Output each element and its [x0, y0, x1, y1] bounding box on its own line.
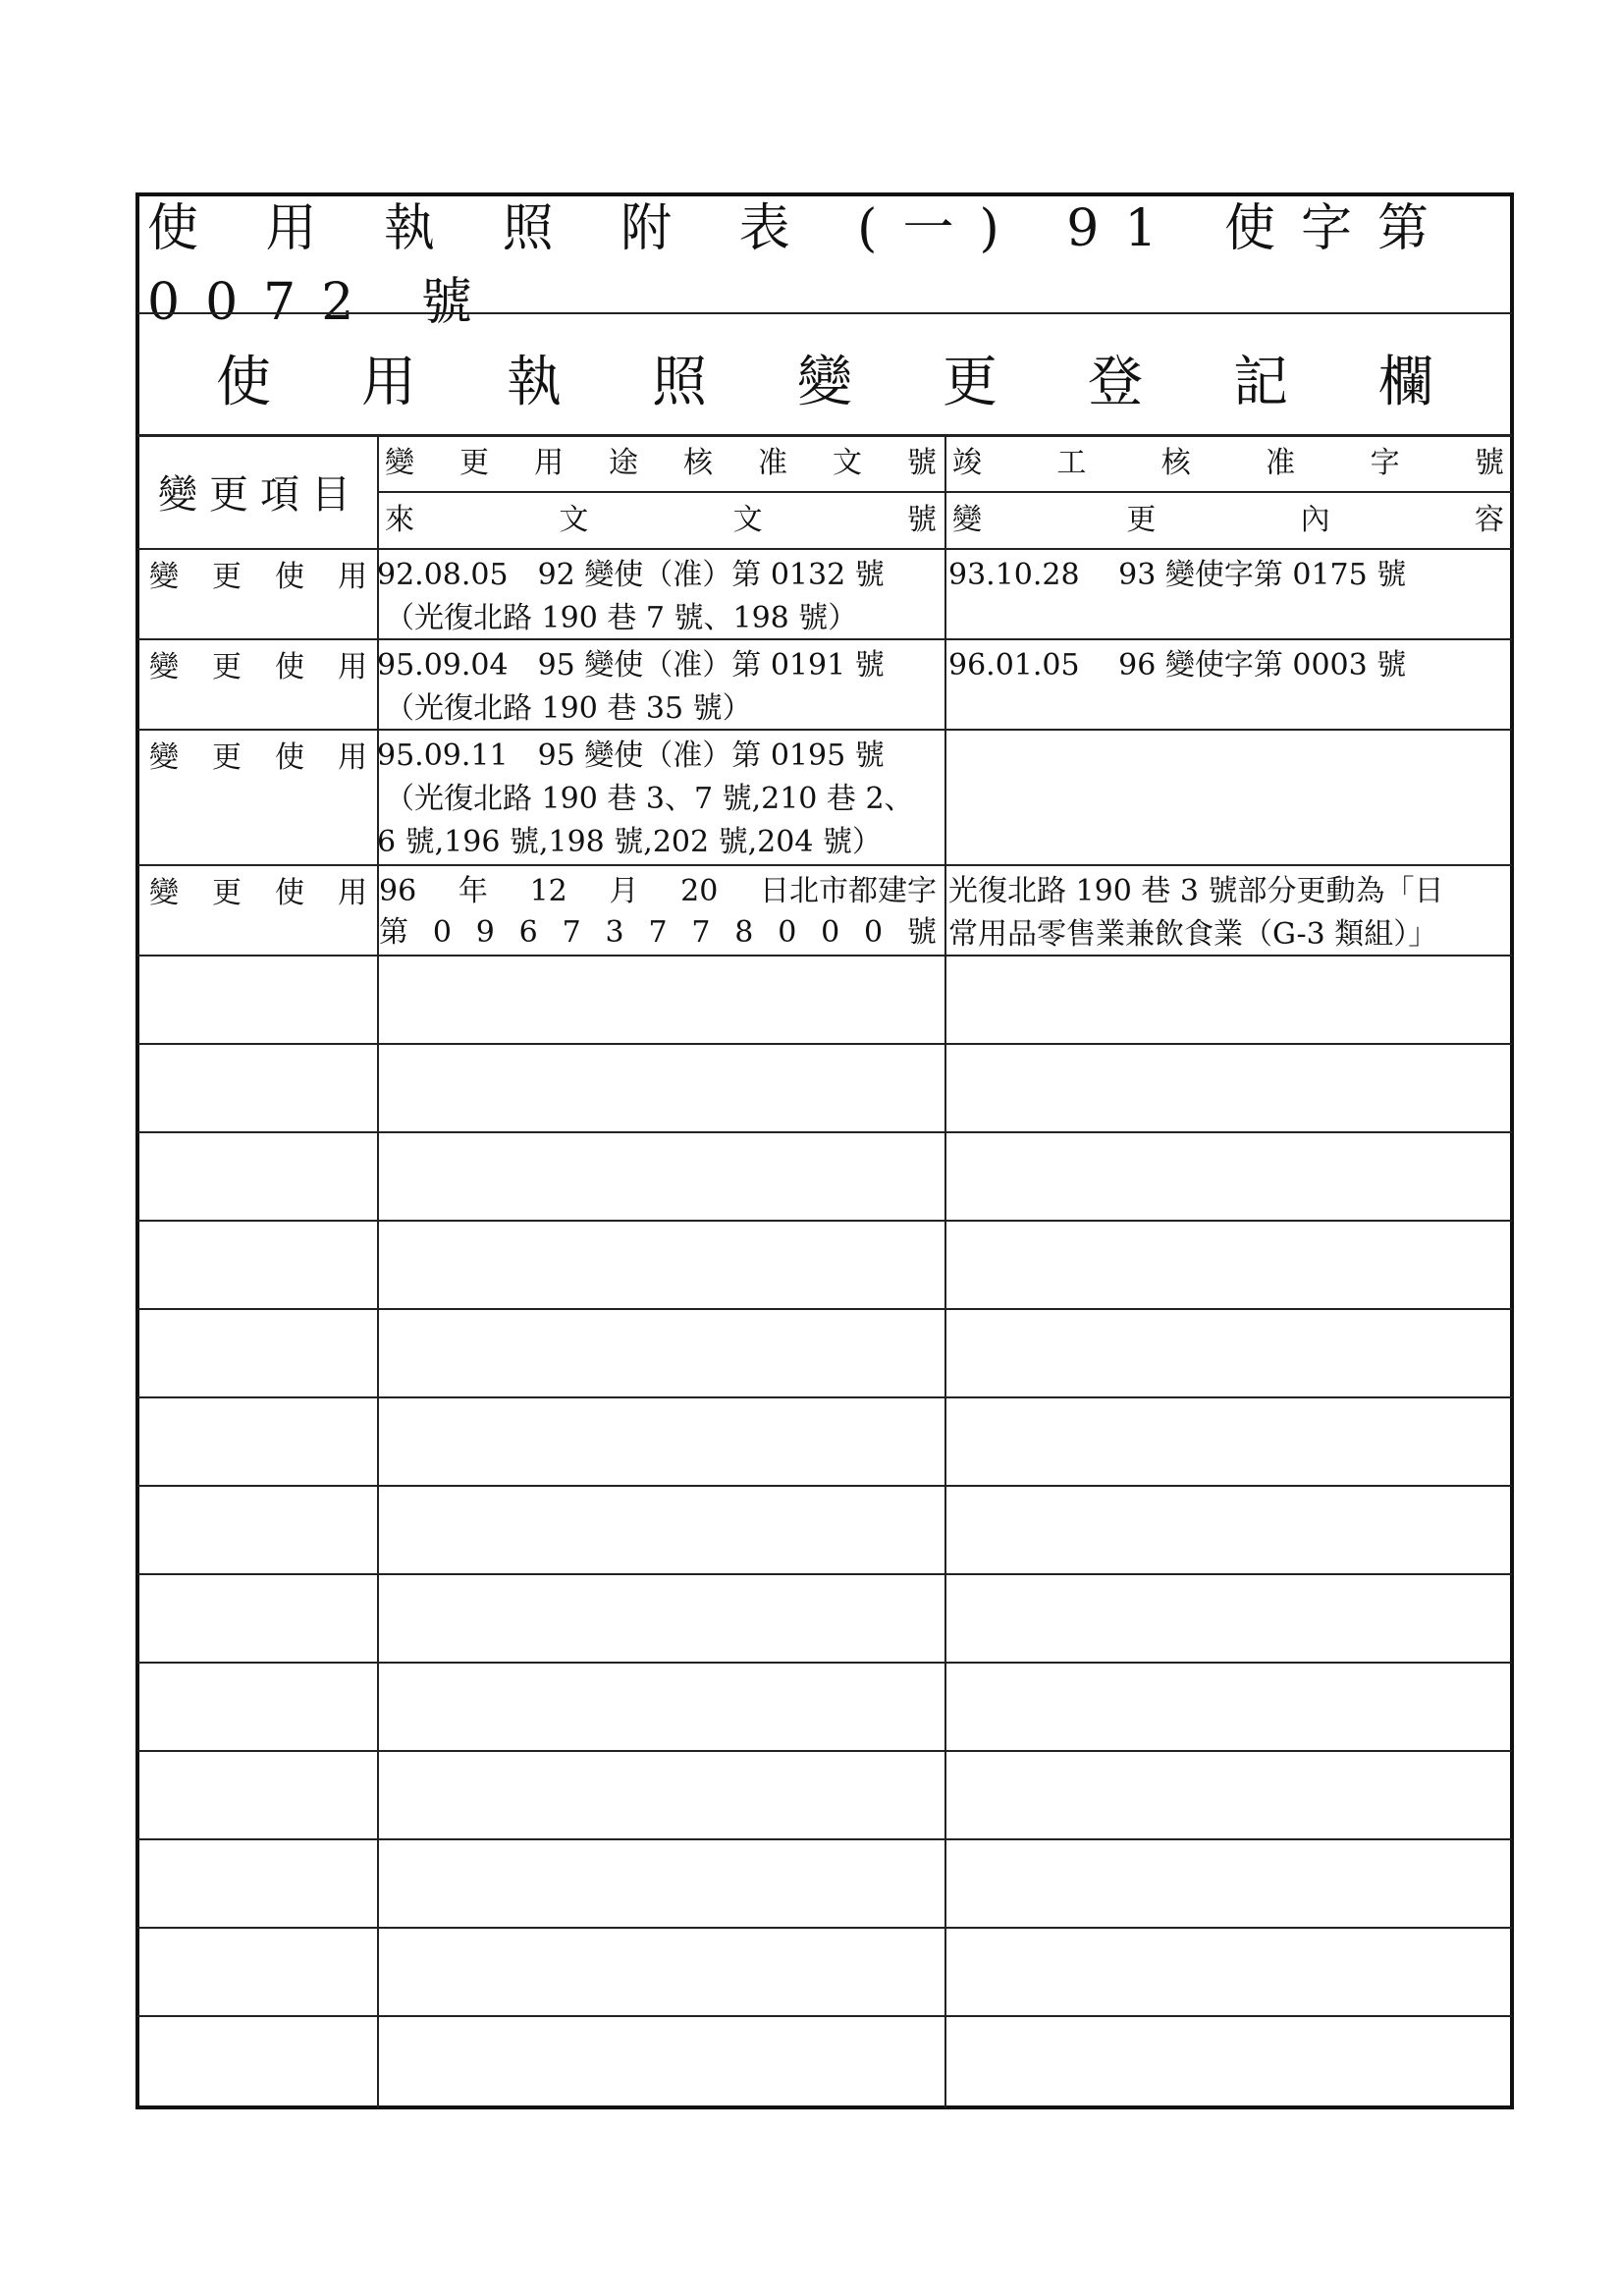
approval-line: 96.01.05 96 變使字第 0003 號: [948, 648, 1407, 683]
table-row-doc: [377, 644, 941, 731]
header-char: 字: [1370, 446, 1400, 480]
row-label-char: 用: [338, 560, 367, 594]
document-title: 使 用 執 照 附 表 (一) 91 使字第 0072 號: [147, 199, 1454, 332]
divider: [137, 955, 1512, 957]
empty-row-divider: [137, 1573, 1512, 1575]
divider: [137, 864, 1512, 866]
section-title-char: 用: [361, 351, 416, 414]
divider: [137, 434, 1512, 437]
row-label-char: 更: [212, 560, 242, 594]
row-label-char: 用: [338, 740, 367, 775]
row-label-char: 更: [212, 740, 242, 775]
divider: [137, 312, 1512, 314]
header-char: 途: [609, 446, 638, 480]
divider: [379, 491, 1512, 493]
doc-line: 6 號,196 號,198 號,202 號,204 號）: [377, 825, 882, 859]
table-row-approval: [948, 870, 1510, 957]
divider: [137, 729, 1512, 731]
header-char: 容: [1474, 503, 1504, 537]
table-row-doc: [377, 735, 941, 864]
row-label-char: 用: [338, 876, 367, 910]
doc-char: 號: [906, 915, 937, 950]
doc-char: 7: [691, 915, 711, 950]
empty-row-divider: [137, 1220, 1512, 1222]
row-label-char: 使: [275, 876, 304, 910]
section-title-char: 欄: [1378, 351, 1433, 414]
header-char: 文: [559, 503, 589, 537]
row-label-char: 使: [275, 560, 304, 594]
empty-row-divider: [137, 1750, 1512, 1752]
approval-line: 光復北路 190 巷 3 號部分更動為「日: [948, 874, 1444, 908]
empty-row-divider: [137, 2015, 1512, 2017]
header-char: 核: [1160, 446, 1191, 480]
row-label-char: 變: [149, 876, 179, 910]
section-title-char: 變: [797, 351, 852, 414]
doc-char: 7: [648, 915, 668, 950]
table-row-approval: [948, 644, 1508, 687]
doc-char: 月: [609, 874, 639, 908]
header-char: 號: [906, 503, 937, 537]
doc-char: 6: [518, 915, 538, 950]
section-title-char: 記: [1233, 351, 1288, 414]
doc-char: 20: [680, 874, 719, 908]
row-label-char: 用: [338, 650, 367, 684]
doc-char: 96: [379, 874, 417, 908]
header-char: 變: [952, 503, 982, 537]
doc-line: 95.09.11 95 變使（准）第 0195 號: [377, 738, 885, 773]
header-char: 准: [758, 446, 787, 480]
approval-line: 常用品零售業兼飲食業（G-3 類組）」: [948, 917, 1438, 952]
doc-char: 12: [529, 874, 567, 908]
table-row-item: [149, 872, 367, 915]
row-label-char: 更: [212, 650, 242, 684]
section-title: [147, 324, 1502, 432]
header-char: 文: [833, 446, 862, 480]
doc-line: （光復北路 190 巷 7 號、198 號）: [385, 601, 858, 635]
empty-row-divider: [137, 1131, 1512, 1133]
doc-char: 0: [864, 915, 884, 950]
header-char: 號: [1474, 446, 1504, 480]
doc-char: 9: [475, 915, 495, 950]
header-char: 號: [907, 446, 937, 480]
doc-line: （光復北路 190 巷 3、7 號,210 巷 2、: [385, 782, 914, 816]
empty-row-divider: [137, 1927, 1512, 1929]
header-char: 文: [732, 503, 763, 537]
row-label-char: 變: [149, 740, 179, 775]
header-char: 准: [1266, 446, 1296, 480]
row-label-char: 使: [275, 740, 304, 775]
doc-char: 0: [432, 915, 452, 950]
header-char: 用: [534, 446, 564, 480]
header-char: 工: [1056, 446, 1087, 480]
empty-row-divider: [137, 1662, 1512, 1664]
header-char: 來: [385, 503, 414, 537]
header-char: 更: [459, 446, 489, 480]
doc-line: （光復北路 190 巷 35 號）: [385, 691, 752, 726]
empty-row-divider: [137, 1485, 1512, 1487]
doc-char: 第: [379, 915, 408, 950]
doc-char: 3: [605, 915, 624, 950]
divider: [137, 548, 1512, 550]
approval-line: 93.10.28 93 變使字第 0175 號: [948, 558, 1407, 592]
doc-char: 0: [778, 915, 797, 950]
table-row-item: [149, 737, 367, 780]
doc-char: 日北市都建字: [760, 874, 937, 908]
header-char: 核: [683, 446, 713, 480]
doc-char: 年: [458, 874, 488, 908]
approval-doc-header: [385, 442, 937, 485]
doc-line: [379, 870, 937, 913]
doc-line: [379, 911, 937, 955]
doc-line: 95.09.04 95 變使（准）第 0191 號: [377, 648, 885, 683]
divider: [137, 638, 1512, 640]
section-title-char: 使: [216, 351, 271, 414]
empty-row-divider: [137, 1838, 1512, 1840]
doc-char: 8: [734, 915, 754, 950]
header-char: 竣: [952, 446, 982, 480]
row-label-char: 變: [149, 650, 179, 684]
empty-row-divider: [137, 1396, 1512, 1398]
section-title-char: 照: [652, 351, 707, 414]
table-row-approval: [948, 554, 1508, 597]
completion-approval-header: [952, 442, 1504, 485]
empty-row-divider: [137, 1308, 1512, 1310]
header-char: 變: [385, 446, 414, 480]
doc-char: 7: [562, 915, 581, 950]
doc-char: 0: [821, 915, 840, 950]
section-title-char: 更: [943, 351, 998, 414]
row-label-char: 變: [149, 560, 179, 594]
table-row-item: [149, 646, 367, 689]
table-row-doc: [377, 554, 941, 640]
row-label-char: 更: [212, 876, 242, 910]
table-row-item: [149, 556, 367, 599]
section-title-char: 登: [1088, 351, 1143, 414]
change-item-header: 變更項目: [158, 472, 362, 518]
row-label-char: 使: [275, 650, 304, 684]
doc-line: 92.08.05 92 變使（准）第 0132 號: [377, 558, 885, 592]
column-divider: [944, 434, 946, 2107]
header-char: 內: [1300, 503, 1330, 537]
section-title-char: 執: [507, 351, 562, 414]
incoming-doc-header: [385, 499, 937, 542]
empty-row-divider: [137, 1043, 1512, 1045]
header-char: 更: [1126, 503, 1157, 537]
change-content-header: [952, 499, 1504, 542]
